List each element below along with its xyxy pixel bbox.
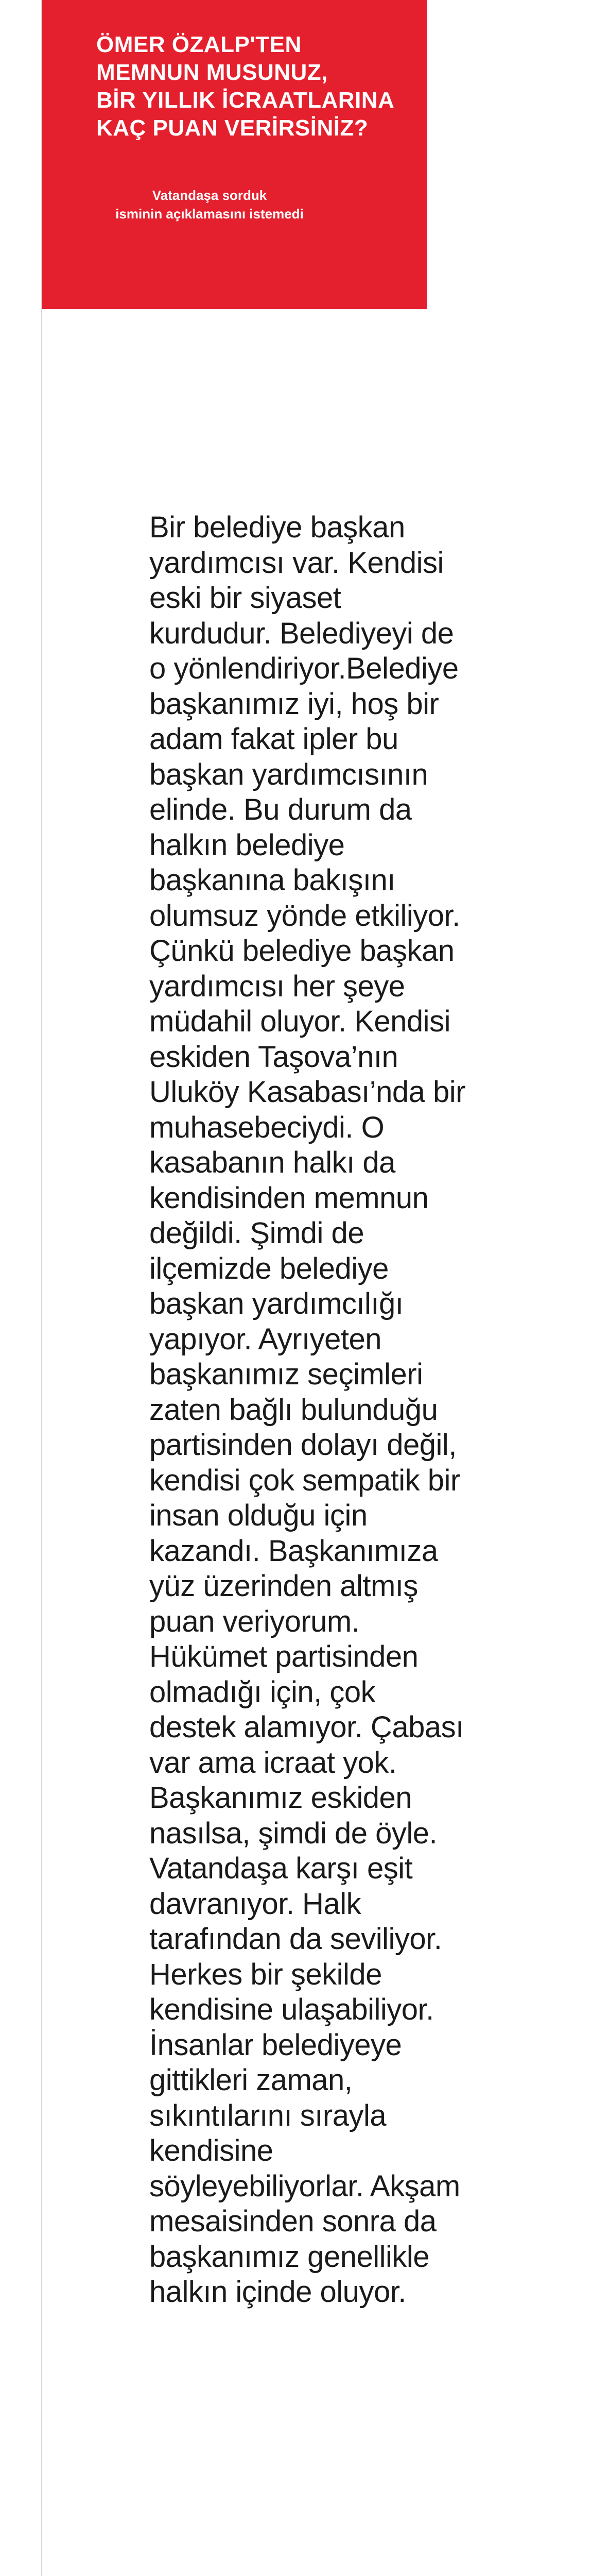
header-banner xyxy=(42,0,427,309)
headline-line: MEMNUN MUSUNUZ, xyxy=(96,60,328,85)
subheadline xyxy=(96,186,323,223)
headline-line: BİR YILLIK İCRAATLARINA xyxy=(96,88,395,113)
headline xyxy=(96,31,427,142)
headline-line: ÖMER ÖZALP'TEN xyxy=(96,32,302,57)
article-body: Bir belediye başkan yardımcısı var. Kendisi eski bir siyaset kurdudur. Belediyeyi de o yönlendiriyor.Belediye başkanımız iyi, hoş bir adam fakat ipler bu başkan yardımcısının elinde. Bu durum da halkın belediye başkanına bakışını olumsuz yönde etkiliyor. Çünkü belediye başkan yardımcısı her şeye müdahil oluyor. Kendisi eskiden Taşova’nın Uluköy Kasabası’nda bir muhasebeciydi. O kasabanın halkı da kendisinden memnun değildi. Şimdi de ilçemizde belediye başkan yardımcılığı yapıyor. Ayrıyeten başkanımız seçimleri zaten bağlı bulunduğu partisinden dolayı değil, kendisi çok sempatik bir insan olduğu için kazandı. Başkanımıza yüz üzerinden altmış puan veriyorum. Hükümet partisinden olmadığı için, çok destek alamıyor. Çabası var ama icraat yok. Başkanımız eskiden nasılsa, şimdi de öyle. Vatandaşa karşı eşit davranıyor. Halk tarafından da seviliyor. Herkes bir şekilde kendisine ulaşabiliyor. İnsanlar belediyeye gittikleri zaman, sıkıntılarını sırayla kendisine söyleyebiliyorlar. Akşam mesaisinden sonra da başkanımız genellikle halkın içinde oluyor. xyxy=(149,511,465,2309)
subheadline-line: Vatandaşa sorduk xyxy=(152,188,267,203)
subheadline-line: isminin açıklamasını istemedi xyxy=(115,206,304,222)
headline-line: KAÇ PUAN VERİRSİNİZ? xyxy=(96,115,369,141)
